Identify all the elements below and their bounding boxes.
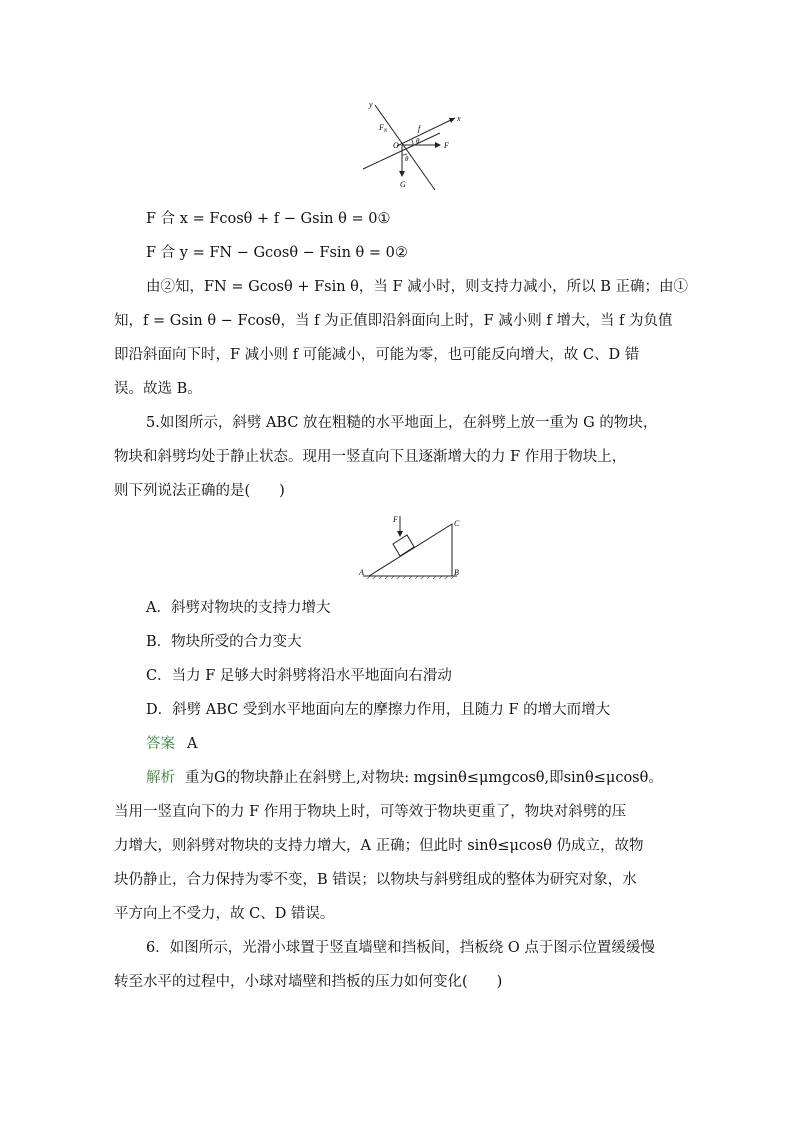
q6-line-1: 6．如图所示，光滑小球置于竖直墙壁和挡板间，挡板绕 O 点于图示位置缓缓慢 [146,940,655,956]
q5-line-2: 物块和斜劈均处于静止状态。现用一竖直向下且逐渐增大的力 F 作用于物块上， [114,449,627,465]
q5-line-3: 则下列说法正确的是( ) [114,483,285,499]
option-a: A．斜劈对物块的支持力增大 [146,600,331,616]
y-axis [375,105,435,190]
label-f-friction: f [418,124,421,133]
solution-label: 解析 [146,770,175,786]
label-force-f: F [444,141,449,150]
solution-line-5: 平方向上不受力，故 C、D 错误。 [114,906,335,922]
label-origin: O [393,141,399,150]
equation-1: F 合 x = Fcosθ + f − Gsin θ = 0① [146,211,391,227]
label-a: A [359,568,364,577]
block [393,535,414,556]
force-diagram [355,93,470,193]
label-gravity: G [400,180,406,189]
wedge-diagram [355,512,470,580]
label-theta-1: θ [416,137,420,145]
para1-line-1: 由②知，FN = Gcosθ + Fsin θ，当 F 减小时，则支持力减小，所以 B 正确；由① [146,279,689,295]
label-fn: $F_N$ [379,123,388,134]
q6-line-2: 转至水平的过程中，小球对墙壁和挡板的压力如何变化( ) [114,974,503,990]
solution-line-4: 块仍静止，合力保持为零不变，B 错误；以物块与斜劈组成的整体为研究对象，水 [114,872,637,888]
option-c: C．当力 F 足够大时斜劈将沿水平地面向右滑动 [146,668,452,684]
option-b: B．物块所受的合力变大 [146,634,302,650]
solution-line-2: 当用一竖直向下的力 F 作用于物块上时，可等效于物块更重了，物块对斜劈的压 [114,804,627,820]
label-b: B [454,568,459,577]
solution-line-1 [146,768,716,788]
answer-value: A [187,736,198,752]
label-x: x [457,114,461,123]
answer [146,734,716,754]
solution-line-3: 力增大，则斜劈对物块的支持力增大，A 正确；但此时 sinθ≤μcosθ 仍成立，故物 [114,838,644,854]
label-f: F [393,515,398,524]
para1-line-3: 即沿斜面向下时，F 减小则 f 可能减小，可能为零，也可能反向增大，故 C、D 错 [114,347,640,363]
option-d: D．斜劈 ABC 受到水平地面向左的摩擦力作用，且随力 F 的增大而增大 [146,702,611,718]
wedge [369,524,452,576]
solution-first: 重为G的物块静止在斜劈上,对物块: mgsinθ≤μmgcosθ,即sinθ≤μcosθ。 [185,770,663,786]
answer-label: 答案 [146,736,175,752]
label-c: C [454,519,460,528]
q5-line-1: 5.如图所示，斜劈 ABC 放在粗糙的水平地面上，在斜劈上放一重为 G 的物块， [146,415,658,431]
para1-line-2: 知，f = Gsin θ − Fcosθ，当 f 为正值即沿斜面向上时，F 减小则 f 增大，当 f 为负值 [114,313,673,329]
para1-line-4: 误。故选 B。 [114,381,202,397]
equation-2: F 合 y = FN − Gcosθ − Fsin θ = 0② [146,245,408,261]
label-theta-2: θ [405,155,409,163]
label-y: y [369,100,373,109]
